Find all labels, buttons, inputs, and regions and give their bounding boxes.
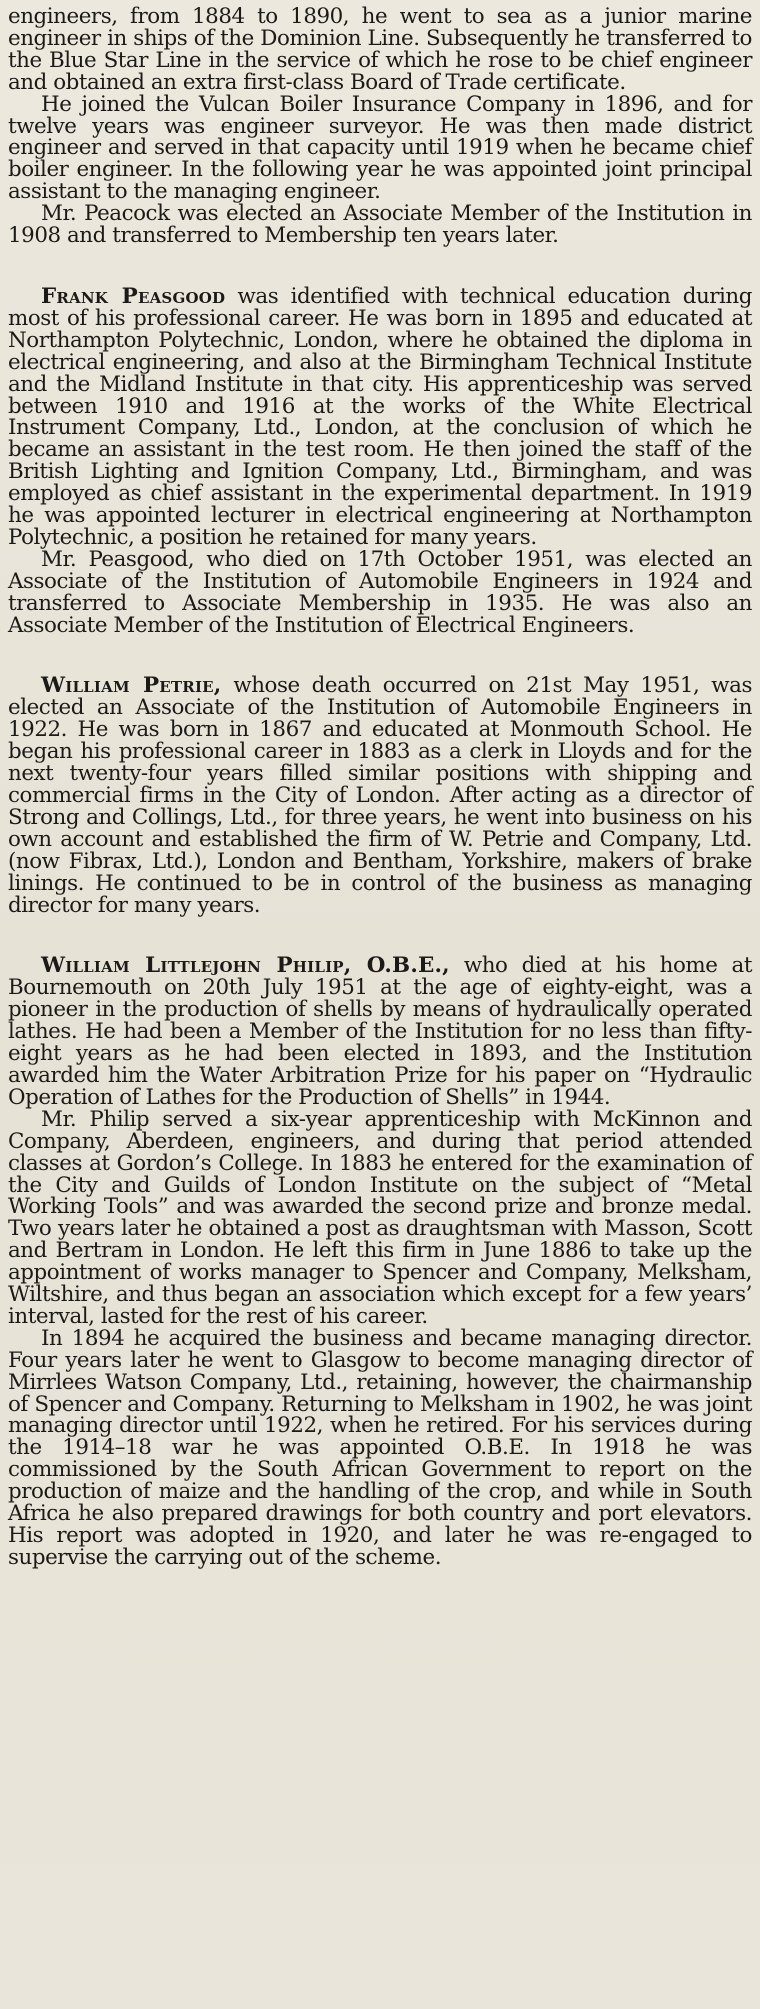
entry-name: Frank Peasgood bbox=[41, 283, 226, 309]
entry-peacock-continued bbox=[8, 6, 752, 247]
entry-name: William Littlejohn Philip, O.B.E., bbox=[41, 953, 450, 979]
entry-frank-peasgood bbox=[8, 283, 753, 638]
paragraph: engineers, from 1884 to 1890, he went to sea as a junior marine engineer in ships of the Dominion Line. Subsequently he transferred to the Blue Star Line in the service of which he rose to be chief engineer and obtained an extra first-class Board of Trade certificate. bbox=[8, 4, 752, 95]
paragraph bbox=[8, 675, 752, 916]
paragraph-text: was identified with technical education during most of his professional career. He was born in 1895 and educated at Northampton Polytechnic, London, where he obtained the diploma in electrical engineering, and also at the Birmingham Technical Institute and the Midland Institute in that city. His apprenticeship was served between 1910 and 1916 at the works of the White Electrical Instrument Company, Ltd., London, at the conclusion of which he became an assistant in the test room. He then joined the staff of the British Lighting and Ignition Company, Ltd., Birmingham, and was employed as chief assistant in the experimental department. In 1919 he was appointed lecturer in electrical engineering at Northampton Polytechnic, a position he retained for many years. bbox=[8, 283, 753, 550]
paragraph: Mr. Philip served a six-year apprenticeship with McKinnon and Company, Aberdeen, engineers, and during that period attended classes at Gordon’s College. In 1883 he entered for the examination of the City and Guilds of London Institute on the subject of “Metal Working Tools” and was awarded the second prize and bronze medal. Two years later he obtained a post as draughtsman with Masson, Scott and Bertram in London. He left this firm in June 1886 to take up the appointment of works manager to Spencer and Company, Melksham, Wiltshire, and thus began an association which except for a few years’ interval, lasted for the rest of his career. bbox=[8, 1106, 752, 1329]
entry-william-littlejohn-philip bbox=[8, 955, 752, 1568]
entry-name: William Petrie, bbox=[41, 673, 222, 699]
paragraph bbox=[8, 283, 753, 550]
paragraph-text: whose death occurred on 21st May 1951, was elected an Associate of the Institution of Automobile Engineers in 1922. He was born in 1867 and educated at Monmouth School. He began his professional career in 1883 as a clerk in Lloyds and for the next twenty-four years filled similar positions with shipping and commercial firms in the City of London. After acting as a director of Strong and Collings, Ltd., for three years, he went into business on his own account and established the firm of W. Petrie and Company, Ltd. (now Fibrax, Ltd.), London and Bentham, Yorkshire, makers of brake linings. He continued to be in control of the business as managing director for many years. bbox=[8, 673, 752, 918]
entry-william-petrie bbox=[8, 675, 752, 916]
paragraph: Mr. Peasgood, who died on 17th October 1951, was elected an Associate of the Institution of Automobile Engineers in 1924 and transferred to Associate Membership in 1935. He was also an Associate Member of the Institution of Electrical Engineers. bbox=[8, 546, 752, 638]
paragraph bbox=[8, 955, 752, 1108]
paragraph: In 1894 he acquired the business and became managing director. Four years later he went to Glasgow to become managing director of Mirrlees Watson Company, Ltd., retaining, however, the chairmanship of Spencer and Company. Returning to Melksham in 1902, he was joint managing director until 1922, when he retired. For his services during the 1914–18 war he was appointed O.B.E. In 1918 he was commissioned by the South African Government to report on the production of maize and the handling of the crop, and while in South Africa he also prepared drawings for both country and port elevators. His report was adopted in 1920, and later he was re-engaged to supervise the carrying out of the scheme. bbox=[8, 1325, 752, 1570]
paragraph-text: who died at his home at Bournemouth on 20th July 1951 at the age of eighty-eight, was a pioneer in the production of shells by means of hydraulically operated lathes. He had been a Member of the Institution for no less than fifty-eight years as he had been elected in 1893, and the Institution awarded him the Water Arbitration Prize for his paper on “Hydraulic Operation of Lathes for the Production of Shells” in 1944. bbox=[8, 953, 752, 1110]
paragraph: Mr. Peacock was elected an Associate Member of the Institution in 1908 and transferred to Membership ten years later. bbox=[8, 201, 752, 249]
paragraph: He joined the Vulcan Boiler Insurance Company in 1896, and for twelve years was engineer surveyor. He was then made district engineer and served in that capacity until 1919 when he became chief boiler engineer. In the following year he was appointed joint principal assistant to the managing engineer. bbox=[8, 91, 752, 205]
